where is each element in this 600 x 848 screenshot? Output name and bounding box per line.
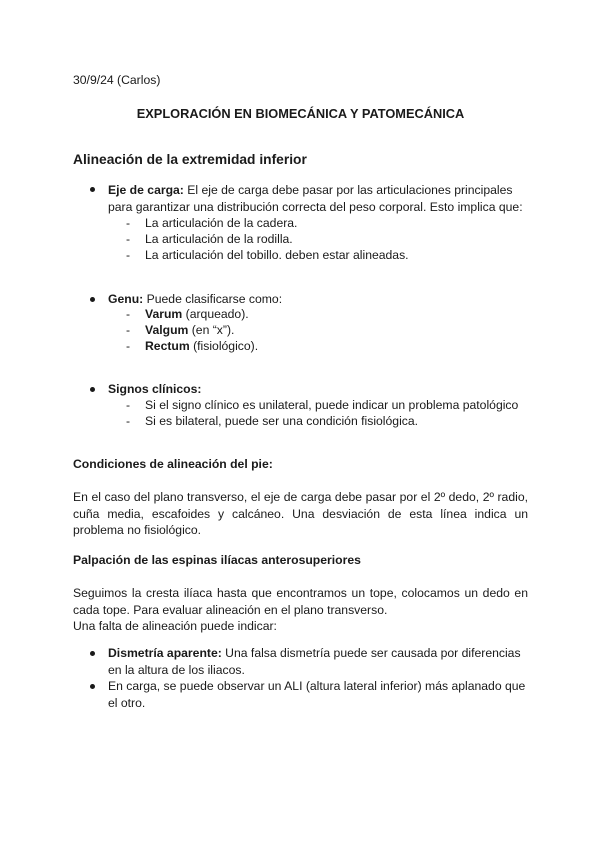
section-heading-alineacion: Alineación de la extremidad inferior	[73, 152, 307, 167]
dash-marker: -	[126, 339, 131, 353]
dash-marker: -	[126, 307, 131, 321]
dash-marker: -	[126, 398, 131, 412]
dash-marker: -	[126, 414, 131, 428]
sub-item-valgum	[145, 322, 234, 339]
sub-item-text: (en “x”).	[188, 323, 235, 337]
section-heading-pie: Condiciones de alineación del pie:	[73, 457, 273, 471]
document-title: EXPLORACIÓN EN BIOMECÁNICA Y PATOMECÁNICA	[136, 106, 465, 121]
paragraph-line: cada tope. Para evaluar alineación en el plano transverso.	[73, 602, 388, 617]
paragraph-line: cuña media, escafoides y calcáneo. Una desviación de esta línea indica un	[73, 506, 528, 521]
sub-item-rectum	[145, 338, 258, 355]
list-item-ali	[108, 678, 528, 711]
sub-item: La articulación del tobillo. deben estar alineadas.	[145, 248, 409, 262]
dash-marker: -	[126, 232, 131, 246]
item-text: Una falsa dismetría puede ser causada por diferencias	[221, 646, 521, 660]
item-text: Puede clasificarse como:	[143, 292, 283, 306]
dash-marker: -	[126, 216, 131, 230]
item-text: El eje de carga debe pasar por las articulaciones principales	[183, 183, 513, 197]
term-genu: Genu:	[108, 292, 144, 306]
item-text: para garantizar una distribución correcta del peso corporal. Esto implica que:	[108, 199, 523, 214]
paragraph-palpacion	[73, 585, 528, 635]
paragraph-pie	[73, 489, 528, 539]
term: Varum	[145, 307, 183, 321]
sub-item-text: (arqueado).	[182, 307, 249, 321]
sub-item: Si el signo clínico es unilateral, puede indicar un problema patológico	[145, 398, 519, 412]
paragraph-line: Una falta de alineación puede indicar:	[73, 619, 277, 633]
item-text: en la altura de los iliacos.	[108, 662, 245, 677]
sub-item-varum	[145, 306, 249, 323]
item-text: En carga, se puede observar un ALI (altura lateral inferior) más aplanado que	[108, 679, 526, 693]
list-item-dismetria	[108, 645, 528, 678]
dash-marker: -	[126, 323, 131, 337]
sub-item-text: (fisiológico).	[189, 339, 259, 353]
list-item-signos-clinicos	[108, 381, 528, 398]
paragraph-line: En el caso del plano transverso, el eje de carga debe pasar por el 2º dedo, 2º radio,	[73, 490, 528, 504]
bullet-dot-icon	[90, 678, 95, 692]
date-author: 30/9/24 (Carlos)	[73, 73, 161, 87]
section-heading-palpacion: Palpación de las espinas ilíacas anterosuperiores	[73, 553, 361, 567]
paragraph-line: Seguimos la cresta ilíaca hasta que encontramos un tope, colocamos un dedo en	[73, 586, 528, 600]
bullet-dot-icon	[90, 291, 95, 305]
paragraph-line: problema no fisiológico.	[73, 523, 202, 537]
term: Rectum	[145, 339, 190, 353]
term-dismetria: Dismetría aparente:	[108, 646, 222, 660]
sub-item: La articulación de la cadera.	[145, 216, 298, 230]
bullet-dot-icon	[90, 645, 95, 659]
item-text: el otro.	[108, 695, 146, 710]
list-item-eje-de-carga	[108, 182, 528, 215]
term-eje-de-carga: Eje de carga:	[108, 183, 184, 197]
sub-item: Si es bilateral, puede ser una condición fisiológica.	[145, 414, 419, 428]
dash-marker: -	[126, 248, 131, 262]
bullet-dot-icon	[90, 181, 95, 195]
sub-item: La articulación de la rodilla.	[145, 232, 293, 246]
bullet-dot-icon	[90, 381, 95, 395]
term-signos-clinicos: Signos clínicos:	[108, 382, 202, 396]
term: Valgum	[145, 323, 189, 337]
